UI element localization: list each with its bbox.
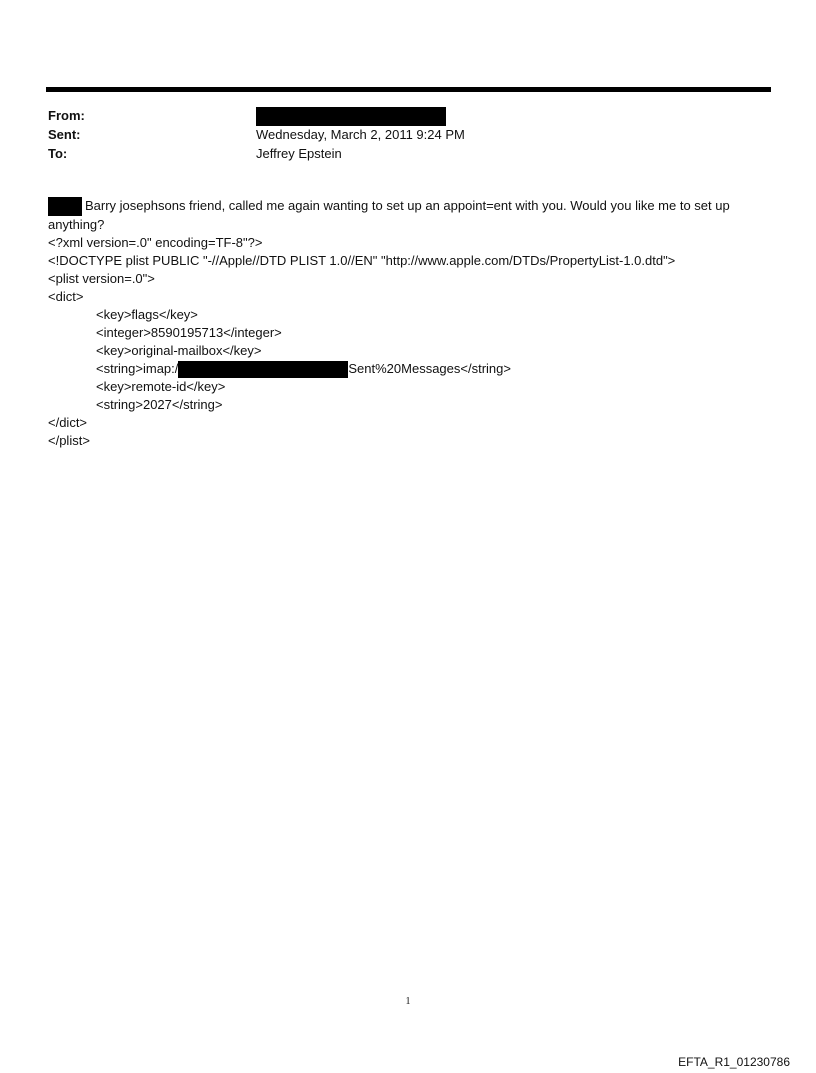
email-header: [48, 106, 768, 163]
dict-close-tag: </dict>: [48, 415, 88, 431]
sent-row: [48, 125, 768, 144]
document-id: EFTA_R1_01230786: [678, 1055, 790, 1069]
sent-value: Wednesday, March 2, 2011 9:24 PM: [256, 127, 465, 142]
dict-open-tag: <dict>: [48, 289, 84, 305]
header-rule: [46, 87, 771, 92]
from-value: [256, 105, 768, 125]
doctype-line: <!DOCTYPE plist PUBLIC "-//Apple//DTD PLIST 1.0//EN" "http://www.apple.com/DTDs/PropertyList-1.0.dtd">: [48, 253, 676, 269]
xml-declaration: <?xml version=.0" encoding=TF-8"?>: [48, 235, 263, 251]
intro-text: Barry josephsons friend, called me again wanting to set up an appoint=ent with you. Would you like me to set up anything?: [48, 198, 730, 233]
string-remote-line: <string>2027</string>: [96, 397, 223, 413]
page-number: 1: [405, 996, 411, 1007]
key-remote-line: <key>remote-id</key>: [96, 379, 226, 395]
imap-suffix: Sent%20Messages</string>: [348, 361, 511, 377]
intro-paragraph: [48, 197, 768, 234]
to-label: To:: [48, 146, 68, 161]
string-imap-line: [48, 360, 768, 378]
email-body: [48, 197, 768, 450]
redaction-box: [178, 361, 348, 378]
sent-label: Sent:: [48, 127, 81, 142]
to-value: Jeffrey Epstein: [256, 146, 342, 161]
key-mailbox-line: <key>original-mailbox</key>: [96, 343, 262, 359]
key-flags-line: <key>flags</key>: [96, 307, 198, 323]
redaction-box: [256, 107, 446, 126]
plist-open-tag: <plist version=.0">: [48, 271, 155, 287]
integer-flags-line: <integer>8590195713</integer>: [96, 325, 282, 341]
imap-prefix: <string>imap:/: [96, 361, 179, 377]
redaction-box: [48, 197, 82, 216]
plist-close-tag: </plist>: [48, 433, 90, 449]
to-row: [48, 144, 768, 163]
from-label: From:: [48, 108, 85, 123]
from-row: [48, 106, 768, 125]
